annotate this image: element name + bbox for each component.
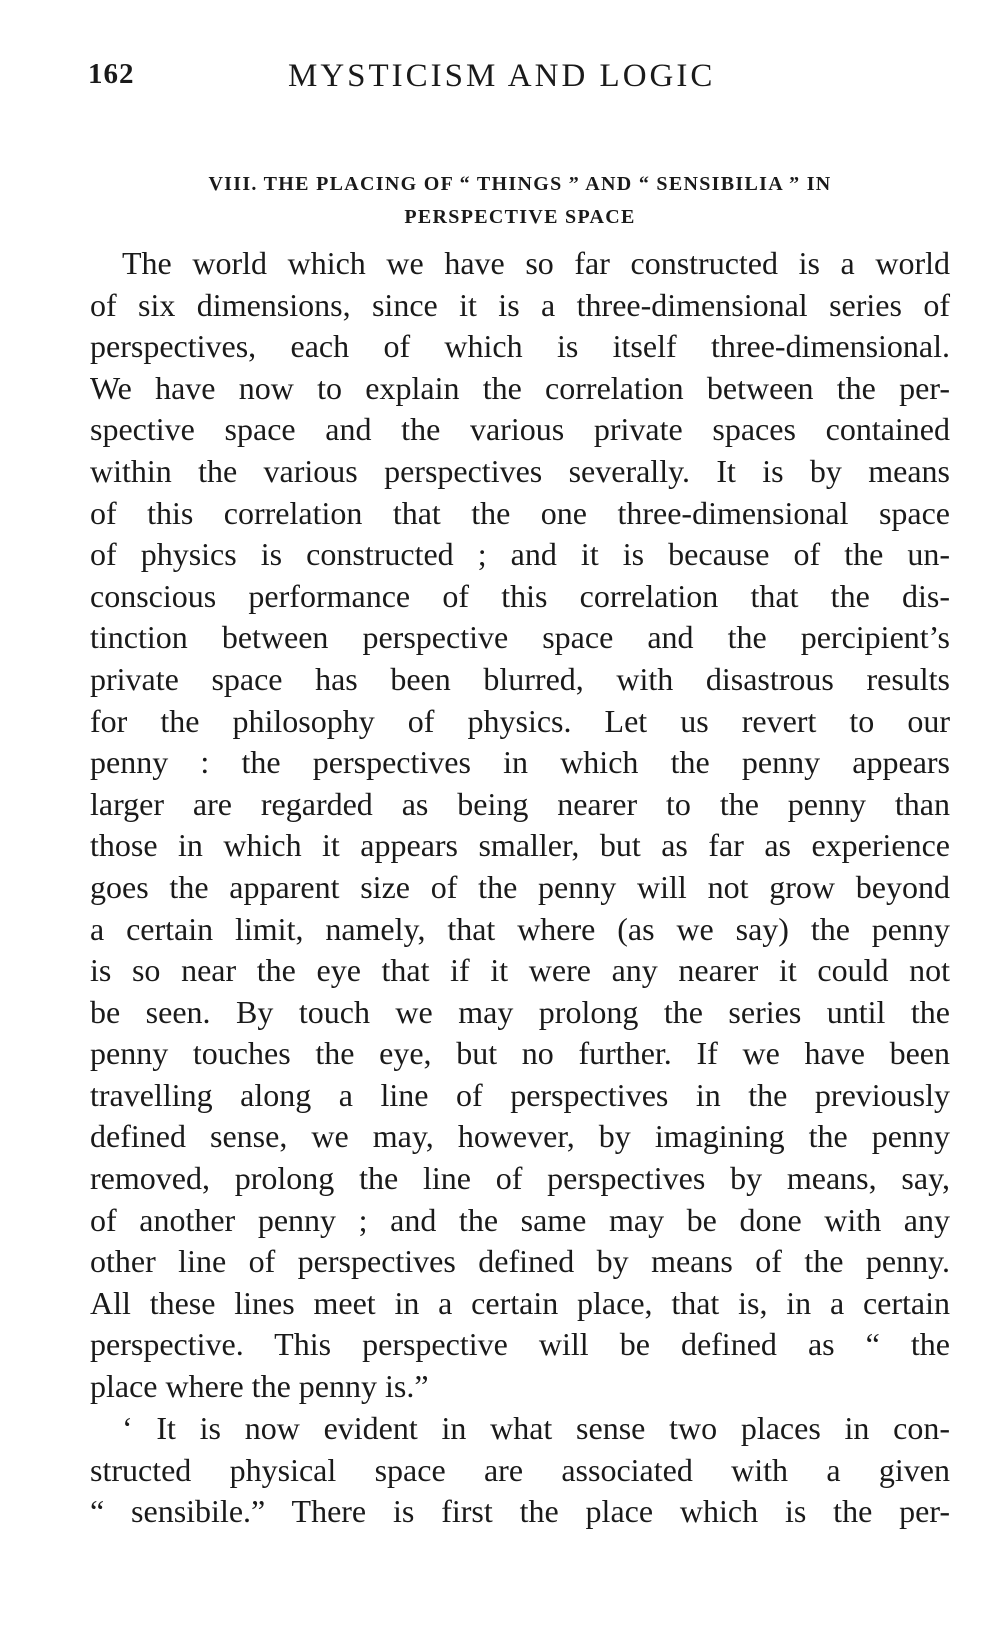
text-line: tinction between perspective space and the percipient’s	[90, 619, 950, 656]
text-line: perspectives, each of which is itself three-dimensional.	[90, 328, 950, 365]
text-line: travelling along a line of perspectives in the previously	[90, 1076, 950, 1113]
text-line: a certain limit, namely, that where (as we say) the penny	[90, 910, 950, 947]
text-line: All these lines meet in a certain place, that is, in a certain	[90, 1284, 950, 1321]
text-line: “ sensibile.” There is first the place which is the per-	[90, 1493, 950, 1530]
text-line: place where the penny is.”	[90, 1368, 429, 1405]
section-heading-line: VIII. THE PLACING OF “ THINGS ” AND “ SENSIBILIA ” IN	[208, 173, 832, 195]
text-line: conscious performance of this correlation that the dis-	[90, 577, 950, 614]
text-line: perspective. This perspective will be defined as “ the	[90, 1326, 950, 1363]
section-heading-line: PERSPECTIVE SPACE	[404, 206, 636, 228]
page-header	[88, 58, 948, 102]
text-line: goes the apparent size of the penny will not grow beyond	[90, 868, 950, 905]
text-line: of another penny ; and the same may be done with any	[90, 1201, 950, 1238]
text-line: removed, prolong the line of perspectives by means, say,	[90, 1160, 950, 1197]
text-line: larger are regarded as being nearer to the penny than	[90, 785, 950, 822]
running-title: MYSTICISM AND LOGIC	[288, 58, 716, 94]
text-line: defined sense, we may, however, by imagining the penny	[90, 1118, 950, 1155]
text-line: private space has been blurred, with disastrous results	[90, 660, 950, 697]
text-line: other line of perspectives defined by means of the penny.	[90, 1243, 950, 1280]
text-line: be seen. By touch we may prolong the series until the	[90, 993, 950, 1030]
text-line: The world which we have so far constructed is a world	[122, 245, 950, 281]
text-line: for the philosophy of physics. Let us revert to our	[90, 702, 950, 739]
text-line: of this correlation that the one three-dimensional space	[90, 494, 950, 531]
text-line: is so near the eye that if it were any nearer it could not	[90, 952, 950, 989]
text-line: penny : the perspectives in which the penny appears	[90, 744, 950, 781]
body-paragraph	[90, 243, 950, 1408]
text-line: structed physical space are associated with a given	[90, 1451, 950, 1488]
text-line: spective space and the various private spaces contained	[90, 411, 950, 448]
section-heading	[90, 168, 950, 234]
page-number: 162	[88, 58, 135, 90]
text-line: of six dimensions, since it is a three-dimensional series of	[90, 286, 950, 323]
text-line: those in which it appears smaller, but as far as experience	[90, 827, 950, 864]
text-line: of physics is constructed ; and it is because of the un-	[90, 536, 950, 573]
text-line: penny touches the eye, but no further. If we have been	[90, 1035, 950, 1072]
text-line: We have now to explain the correlation between the per-	[90, 369, 950, 406]
body-paragraph	[90, 1408, 950, 1533]
text-line: ‘ It is now evident in what sense two places in con-	[122, 1410, 950, 1446]
text-line: within the various perspectives severally. It is by means	[90, 452, 950, 489]
